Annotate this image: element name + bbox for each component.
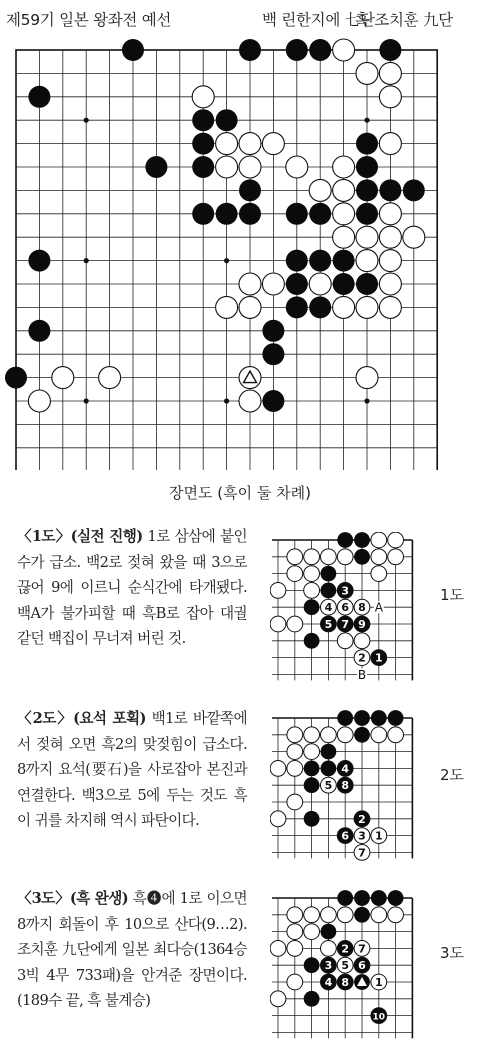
black-stone bbox=[321, 761, 337, 777]
point-letter: B bbox=[357, 667, 367, 682]
white-stone bbox=[287, 744, 303, 760]
black-stone bbox=[354, 727, 370, 743]
white-stone bbox=[388, 549, 404, 565]
black-stone bbox=[262, 343, 284, 365]
white-stone bbox=[337, 907, 353, 923]
white-stone bbox=[287, 566, 303, 582]
move-number: 1 bbox=[374, 829, 383, 843]
white-stone bbox=[356, 250, 378, 272]
move-number: 5 bbox=[324, 779, 333, 793]
white-stone bbox=[270, 811, 286, 827]
black-stone bbox=[286, 39, 308, 61]
white-stone bbox=[371, 532, 387, 548]
star-point bbox=[84, 398, 89, 403]
black-stone bbox=[379, 39, 401, 61]
diagram-1-board bbox=[270, 532, 430, 692]
black-stone bbox=[28, 250, 50, 272]
white-stone bbox=[262, 273, 284, 295]
move-number: 7 bbox=[358, 846, 366, 860]
white-stone bbox=[309, 273, 331, 295]
black-stone bbox=[354, 532, 370, 548]
white-stone bbox=[304, 907, 320, 923]
white-stone bbox=[287, 549, 303, 565]
white-stone bbox=[28, 390, 50, 412]
black-stone bbox=[321, 924, 337, 940]
white-stone bbox=[371, 727, 387, 743]
white-stone bbox=[99, 367, 121, 389]
white-stone bbox=[337, 727, 353, 743]
white-stone bbox=[356, 367, 378, 389]
black-stone bbox=[239, 203, 261, 225]
black-stone bbox=[192, 203, 214, 225]
white-stone bbox=[356, 62, 378, 84]
move-number: 1 bbox=[374, 976, 383, 989]
diagram-1-text bbox=[17, 524, 247, 652]
white-stone bbox=[270, 761, 286, 777]
black-stone bbox=[321, 583, 337, 599]
move-number: 6 bbox=[358, 959, 366, 973]
black-stone bbox=[304, 777, 320, 793]
diagram-3-body: 흑❹에 1로 이으면 8까지 회돌이 후 10으로 산다(9…2). 조치훈 九단에게 일본 최다승(1364승 3빅 4무 733패)을 안겨준 장면이다. (189수 끝, 흑 불계승) bbox=[17, 890, 248, 1009]
move-number: 3 bbox=[341, 584, 350, 598]
black-stone bbox=[371, 890, 387, 906]
move-number: 3 bbox=[358, 829, 366, 843]
black-stone bbox=[356, 273, 378, 295]
white-stone bbox=[216, 133, 238, 155]
white-stone bbox=[337, 549, 353, 565]
black-player: 흑 조치훈 九단 bbox=[355, 11, 453, 29]
black-stone bbox=[388, 890, 404, 906]
black-stone bbox=[304, 811, 320, 827]
black-stone bbox=[388, 710, 404, 726]
black-stone bbox=[304, 957, 320, 973]
diagram-3-heading: 〈3도〉(흑 완생) bbox=[17, 890, 129, 907]
black-stone bbox=[286, 203, 308, 225]
black-stone bbox=[309, 203, 331, 225]
black-stone bbox=[192, 133, 214, 155]
black-stone bbox=[262, 320, 284, 342]
diagram-2-label: 2도 bbox=[440, 766, 465, 784]
diagram-2-board bbox=[270, 710, 430, 870]
white-stone bbox=[304, 924, 320, 940]
white-stone bbox=[379, 133, 401, 155]
diagram-1-body: 1로 삼삼에 붙인 수가 급소. 백2로 젖혀 왔을 때 3으로 끊어 9에 이르니 순식간에 타개됐다. 백A가 불가피할 때 흑B로 잡아 대궐 같던 백집이 무너져 버린 것. bbox=[17, 528, 248, 647]
black-stone bbox=[309, 250, 331, 272]
black-stone bbox=[337, 890, 353, 906]
black-stone bbox=[309, 296, 331, 318]
main-go-board bbox=[0, 0, 480, 470]
black-stone bbox=[354, 907, 370, 923]
diagram-3-board bbox=[270, 890, 430, 1050]
white-stone bbox=[287, 941, 303, 957]
black-stone bbox=[239, 39, 261, 61]
white-stone bbox=[287, 794, 303, 810]
move-number: 1 bbox=[374, 651, 383, 665]
move-number: 4 bbox=[324, 601, 333, 615]
white-stone bbox=[388, 907, 404, 923]
white-stone bbox=[239, 390, 261, 412]
white-stone bbox=[379, 203, 401, 225]
white-stone bbox=[270, 941, 286, 957]
white-stone bbox=[388, 727, 404, 743]
move-number: 2 bbox=[358, 812, 366, 826]
point-letter: A bbox=[374, 600, 383, 615]
black-stone bbox=[286, 250, 308, 272]
black-stone bbox=[371, 710, 387, 726]
black-stone bbox=[333, 250, 355, 272]
white-stone bbox=[321, 727, 337, 743]
black-stone bbox=[354, 710, 370, 726]
diagram-3-text bbox=[17, 886, 247, 1014]
white-stone bbox=[304, 744, 320, 760]
event-title: 제59기 일본 왕좌전 예선 bbox=[6, 11, 172, 29]
black-stone bbox=[356, 133, 378, 155]
main-board-caption: 장면도 (흑이 둘 차례) bbox=[169, 484, 311, 502]
black-stone bbox=[356, 203, 378, 225]
move-number: 2 bbox=[358, 651, 366, 665]
white-stone bbox=[239, 156, 261, 178]
black-stone bbox=[286, 296, 308, 318]
white-stone bbox=[216, 296, 238, 318]
move-number: 8 bbox=[358, 601, 366, 615]
white-stone bbox=[52, 367, 74, 389]
move-number: 5 bbox=[324, 618, 333, 631]
white-stone bbox=[287, 924, 303, 940]
white-stone bbox=[286, 156, 308, 178]
white-stone bbox=[270, 583, 286, 599]
black-stone bbox=[192, 109, 214, 131]
white-stone bbox=[304, 566, 320, 582]
black-stone bbox=[356, 156, 378, 178]
black-stone bbox=[337, 710, 353, 726]
white-stone bbox=[379, 296, 401, 318]
black-stone bbox=[192, 156, 214, 178]
move-number: 5 bbox=[341, 959, 350, 973]
white-stone bbox=[287, 974, 303, 990]
white-stone bbox=[239, 296, 261, 318]
diagram-1-heading: 〈1도〉(실전 진행) bbox=[17, 528, 143, 545]
black-stone bbox=[5, 367, 27, 389]
move-number: 6 bbox=[341, 829, 350, 843]
white-stone bbox=[304, 727, 320, 743]
black-stone bbox=[337, 532, 353, 548]
move-number: 10 bbox=[372, 1012, 386, 1023]
white-stone bbox=[333, 226, 355, 248]
star-point bbox=[364, 398, 369, 403]
move-number: 7 bbox=[358, 942, 366, 956]
white-stone bbox=[333, 203, 355, 225]
white-stone bbox=[270, 616, 286, 632]
black-stone bbox=[309, 39, 331, 61]
move-number: 8 bbox=[341, 976, 350, 989]
white-stone bbox=[304, 549, 320, 565]
white-stone bbox=[379, 62, 401, 84]
white-stone bbox=[287, 907, 303, 923]
black-stone bbox=[321, 566, 337, 582]
black-stone bbox=[145, 156, 167, 178]
move-number: 9 bbox=[358, 618, 366, 631]
black-stone bbox=[216, 109, 238, 131]
white-stone bbox=[287, 727, 303, 743]
black-stone bbox=[403, 179, 425, 201]
white-stone bbox=[388, 532, 404, 548]
diagram-3-label: 3도 bbox=[440, 944, 465, 962]
black-stone bbox=[379, 179, 401, 201]
black-stone bbox=[333, 273, 355, 295]
white-stone bbox=[239, 133, 261, 155]
black-stone bbox=[321, 744, 337, 760]
white-player: 백 린한지에 七단 bbox=[262, 11, 375, 29]
white-stone bbox=[379, 273, 401, 295]
white-stone bbox=[379, 86, 401, 108]
white-stone bbox=[333, 296, 355, 318]
black-stone bbox=[122, 39, 144, 61]
black-stone bbox=[356, 179, 378, 201]
diagram-2-heading: 〈2도〉(요석 포획) bbox=[17, 710, 146, 727]
star-point bbox=[224, 258, 229, 263]
black-stone bbox=[286, 273, 308, 295]
black-stone bbox=[28, 320, 50, 342]
white-stone bbox=[309, 179, 331, 201]
white-stone bbox=[216, 156, 238, 178]
white-stone bbox=[333, 179, 355, 201]
white-stone bbox=[371, 566, 387, 582]
star-point bbox=[84, 258, 89, 263]
white-stone bbox=[356, 226, 378, 248]
black-stone bbox=[216, 203, 238, 225]
white-stone bbox=[356, 296, 378, 318]
move-number: 4 bbox=[324, 976, 333, 989]
white-stone bbox=[321, 549, 337, 565]
black-stone bbox=[304, 991, 320, 1007]
white-stone bbox=[379, 226, 401, 248]
white-stone bbox=[321, 941, 337, 957]
move-number: 7 bbox=[341, 618, 350, 631]
white-stone bbox=[371, 907, 387, 923]
white-stone bbox=[333, 156, 355, 178]
move-number: 6 bbox=[341, 601, 350, 615]
white-stone bbox=[337, 633, 353, 649]
move-number: 8 bbox=[341, 779, 350, 793]
white-stone bbox=[379, 250, 401, 272]
white-stone bbox=[403, 226, 425, 248]
white-stone bbox=[354, 633, 370, 649]
white-stone bbox=[287, 761, 303, 777]
diagram-2-body: 백1로 바깥쪽에서 젖혀 오면 흑2의 맞젖힘이 급소다. 8까지 요석(要石)을 사로잡아 본진과 연결한다. 백3으로 5에 두는 것도 흑이 귀를 차지해 역시 파탄이다. bbox=[17, 710, 248, 829]
white-stone bbox=[371, 549, 387, 565]
black-stone bbox=[354, 890, 370, 906]
black-stone bbox=[28, 86, 50, 108]
move-number: 4 bbox=[341, 762, 350, 776]
star-point bbox=[224, 398, 229, 403]
black-stone bbox=[262, 390, 284, 412]
white-stone bbox=[304, 583, 320, 599]
move-number: 3 bbox=[324, 959, 333, 973]
black-stone bbox=[354, 549, 370, 565]
white-stone bbox=[270, 991, 286, 1007]
star-point bbox=[364, 118, 369, 123]
star-point bbox=[84, 118, 89, 123]
black-stone bbox=[304, 633, 320, 649]
diagram-2-text bbox=[17, 706, 247, 834]
white-stone bbox=[239, 273, 261, 295]
white-stone bbox=[287, 616, 303, 632]
black-stone bbox=[304, 761, 320, 777]
white-stone bbox=[333, 39, 355, 61]
black-stone bbox=[304, 599, 320, 615]
diagram-1-label: 1도 bbox=[440, 586, 465, 604]
white-stone bbox=[321, 907, 337, 923]
white-stone bbox=[262, 133, 284, 155]
white-stone bbox=[192, 86, 214, 108]
move-number: 2 bbox=[341, 942, 350, 956]
black-stone bbox=[239, 179, 261, 201]
